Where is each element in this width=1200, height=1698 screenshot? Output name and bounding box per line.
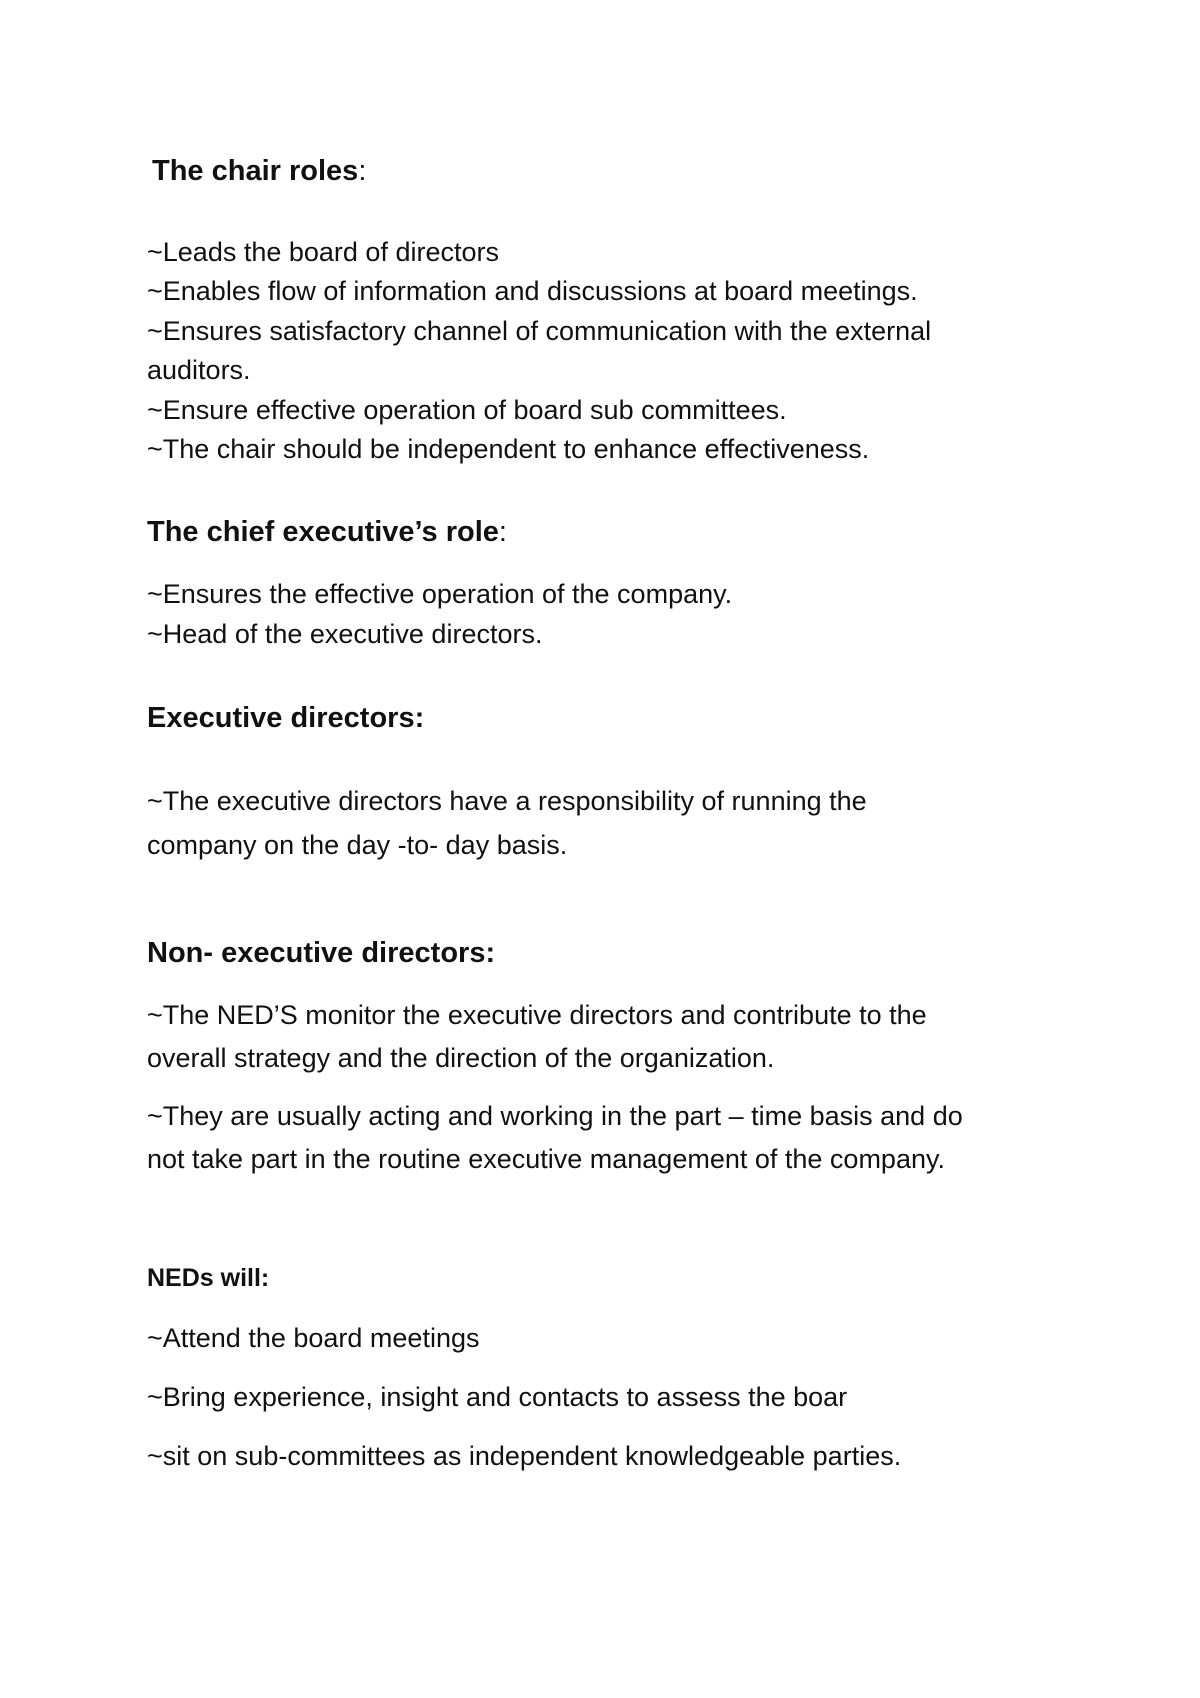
chief-executive-item: ~Head of the executive directors.	[147, 619, 543, 649]
non-executive-directors-item: ~The NED’S monitor the executive directors and contribute to the	[147, 1000, 927, 1030]
chair-item: ~Ensures satisfactory channel of communication with the external	[147, 316, 932, 346]
chair-heading	[152, 153, 366, 189]
neds-will-item: ~Attend the board meetings	[147, 1323, 480, 1353]
chair-item: auditors.	[147, 355, 251, 385]
chair-item: ~The chair should be independent to enhance effectiveness.	[147, 434, 870, 464]
executive-directors-heading: Executive directors:	[147, 702, 425, 734]
non-executive-directors-item: overall strategy and the direction of the organization.	[147, 1043, 775, 1073]
executive-directors-item: company on the day -to- day basis.	[147, 830, 568, 860]
non-executive-directors-item: not take part in the routine executive management of the company.	[147, 1144, 945, 1174]
chair-item: ~Ensure effective operation of board sub committees.	[147, 395, 787, 425]
neds-will-item: ~sit on sub-committees as independent knowledgeable parties.	[147, 1441, 902, 1471]
non-executive-directors-heading: Non- executive directors:	[147, 937, 496, 969]
chief-executive-heading-text: The chief executive’s role	[147, 516, 499, 548]
non-executive-directors-item: ~They are usually acting and working in the part – time basis and do	[147, 1101, 963, 1131]
neds-will-heading: NEDs will:	[147, 1264, 270, 1292]
chair-item: ~Enables flow of information and discussions at board meetings.	[147, 276, 918, 306]
neds-will-item: ~Bring experience, insight and contacts to assess the boar	[147, 1382, 848, 1412]
chief-executive-heading	[147, 514, 507, 550]
chief-executive-item: ~Ensures the effective operation of the company.	[147, 579, 733, 609]
executive-directors-item: ~The executive directors have a responsibility of running the	[147, 786, 867, 816]
chair-heading-text: The chair roles	[152, 155, 359, 187]
chief-executive-heading-colon: :	[498, 516, 507, 548]
chair-heading-colon: :	[358, 155, 367, 187]
chair-item: ~Leads the board of directors	[147, 237, 499, 267]
